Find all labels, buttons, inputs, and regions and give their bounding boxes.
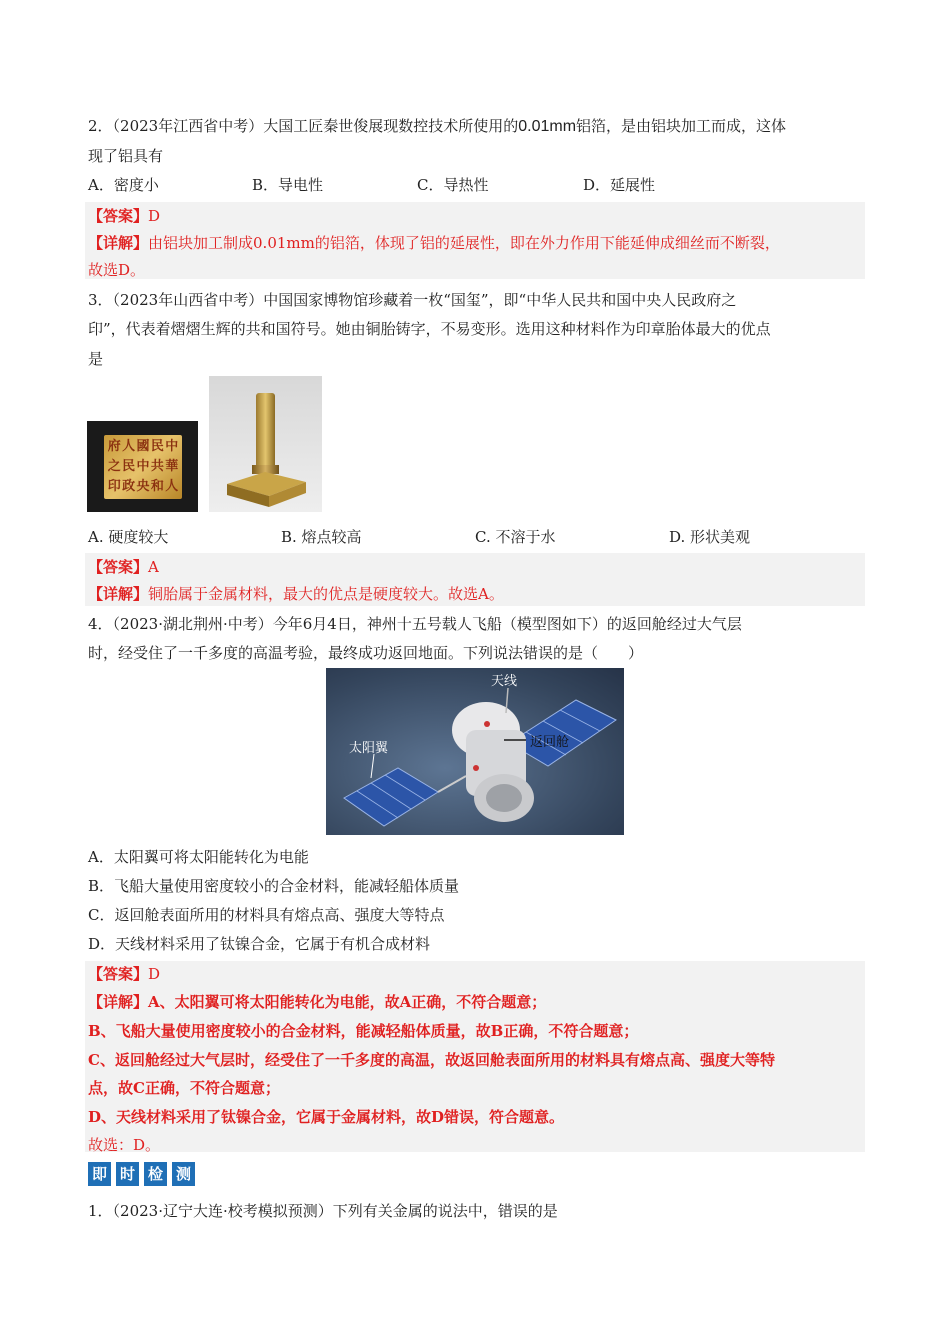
q4-option-d: D．天线材料采用了钛镍合金，它属于有机合成材料 — [88, 935, 431, 953]
seal-char: 民 — [122, 459, 136, 474]
q3-answer: 【答案】A — [88, 558, 159, 576]
seal-characters — [107, 437, 179, 497]
label-solar-wing: 太阳翼 — [349, 741, 389, 756]
q2-option-b: B．导电性 — [252, 176, 324, 194]
seal-side-image — [209, 376, 322, 512]
q3-option-c: C. 不溶于水 — [475, 528, 556, 546]
label-antenna: 天线 — [491, 674, 518, 689]
q4-detail-line5: D、天线材料采用了钛镍合金，它属于金属材料，故D错误，符合题意。 — [88, 1108, 565, 1126]
seal-face-image — [87, 421, 198, 512]
q3-stem-line3: 是 — [88, 350, 104, 368]
q4-detail-line3: C、返回舱经过大气层时，经受住了一千多度的高温，故返回舱表面所用的材料具有熔点高、强度大等特 — [88, 1051, 775, 1069]
seal-char: 華 — [165, 459, 179, 474]
seal-side-drawing — [209, 376, 322, 512]
seal-char: 印 — [107, 479, 121, 494]
section-badge-2: 时 — [116, 1162, 139, 1186]
seal-char: 共 — [150, 459, 164, 474]
seal-char: 府 — [107, 439, 121, 454]
seal-char: 人 — [122, 439, 136, 454]
q4-option-a: A．太阳翼可将太阳能转化为电能 — [88, 848, 309, 866]
section-badge-3: 检 — [144, 1162, 167, 1186]
q4-option-b: B．飞船大量使用密度较小的合金材料，能减轻船体质量 — [88, 877, 460, 895]
q2-detail-line1: 【详解】由铝块加工制成0.01mm的铝箔，体现了铝的延展性，即在外力作用下能延伸成细丝而不断裂， — [88, 234, 780, 252]
section-badge-1: 即 — [88, 1162, 111, 1186]
q4-detail-line4: 点，故C正确，不符合题意； — [88, 1079, 280, 1097]
q2-detail-line2: 故选D。 — [88, 261, 146, 279]
seal-char: 之 — [107, 459, 121, 474]
q4-stem-line1: 4．（2023·湖北荆州·中考）今年6月4日，神州十五号载人飞船（模型图如下）的返回舱经过大气层 — [88, 615, 742, 633]
label-return-capsule: 返回舱 — [530, 735, 570, 750]
next-q1-stem: 1．（2023·辽宁大连·校考模拟预测）下列有关金属的说法中，错误的是 — [88, 1202, 558, 1220]
q3-stem-line1: 3．（2023年山西省中考）中国国家博物馆珍藏着一枚“国玺”，即“中华人民共和国中央人民政府之 — [88, 291, 737, 309]
q4-detail-line1: 【详解】A、太阳翼可将太阳能转化为电能，故A正确，不符合题意； — [88, 993, 547, 1011]
section-badge-4: 测 — [172, 1162, 195, 1186]
q2-answer: 【答案】D — [88, 207, 161, 225]
q4-option-c: C．返回舱表面所用的材料具有熔点高、强度大等特点 — [88, 906, 445, 924]
q4-answer: 【答案】D — [88, 965, 161, 983]
seal-char: 和 — [150, 479, 164, 494]
seal-char: 人 — [165, 479, 179, 494]
seal-char: 中 — [165, 439, 179, 454]
q3-detail: 【详解】铜胎属于金属材料，最大的优点是硬度较大。故选A。 — [88, 585, 504, 603]
q2-option-c: C．导热性 — [417, 176, 489, 194]
q3-option-d: D. 形状美观 — [669, 528, 751, 546]
q4-detail-line2: B、飞船大量使用密度较小的合金材料，能减轻船体质量，故B正确，不符合题意； — [88, 1022, 639, 1040]
q4-stem-line2: 时，经受住了一千多度的高温考验，最终成功返回地面。下列说法错误的是（ ） — [88, 644, 644, 662]
seal-char: 政 — [122, 479, 136, 494]
q2-option-d: D．延展性 — [583, 176, 656, 194]
seal-char: 國 — [136, 439, 150, 454]
spacecraft-image — [326, 668, 624, 835]
q2-stem-line1: 2．（2023年江西省中考）大国工匠秦世俊展现数控技术所使用的0.01mm铝箔，是由铝块加工而成，这体 — [88, 117, 787, 135]
q3-option-b: B. 熔点较高 — [281, 528, 362, 546]
q3-stem-line2: 印”，代表着熠熠生辉的共和国符号。她由铜胎铸字，不易变形。选用这种材料作为印章胎体最大的优点 — [88, 320, 771, 338]
q3-option-a: A. 硬度较大 — [88, 528, 169, 546]
q2-stem-line2: 现了铝具有 — [88, 147, 164, 165]
seal-char: 央 — [136, 479, 150, 494]
q2-option-a: A．密度小 — [88, 176, 159, 194]
seal-char: 民 — [150, 439, 164, 454]
q4-conclusion: 故选：D。 — [88, 1136, 161, 1154]
seal-char: 中 — [136, 459, 150, 474]
